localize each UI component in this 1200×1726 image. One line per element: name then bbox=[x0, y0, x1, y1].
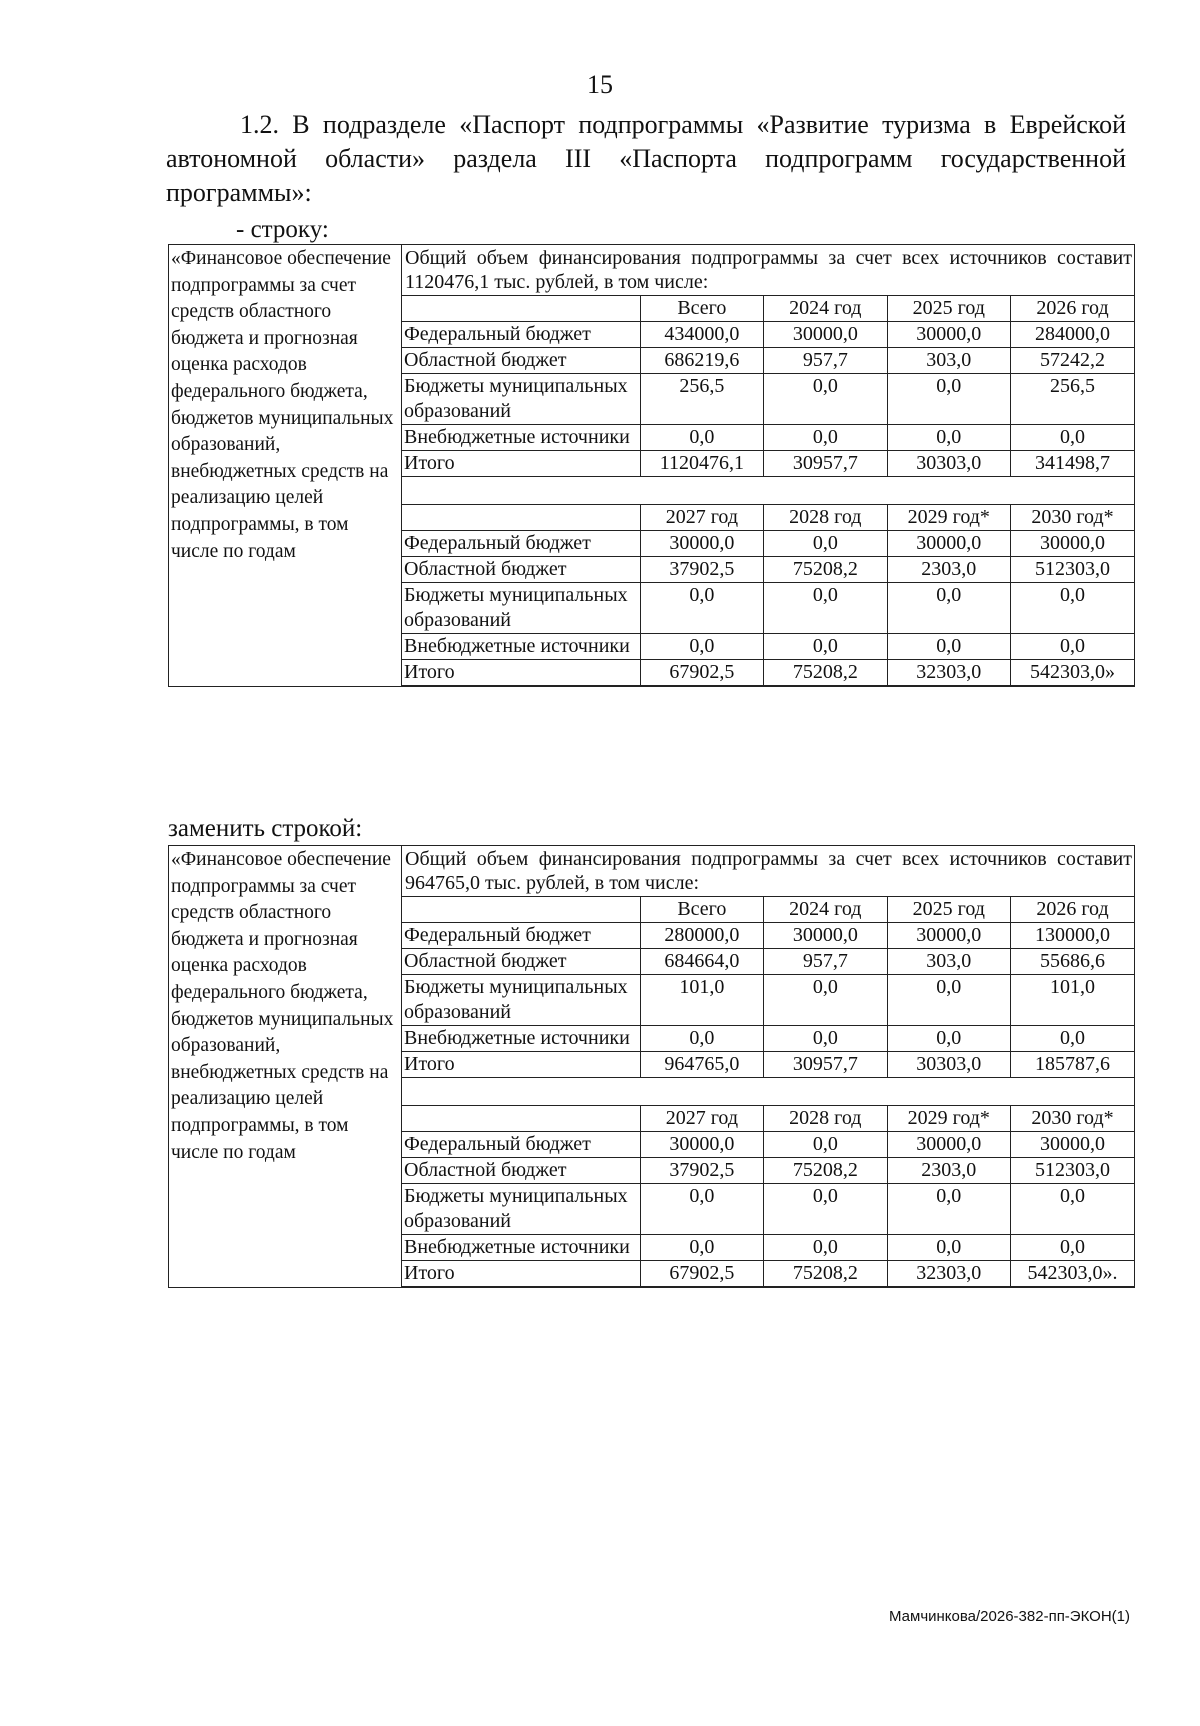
value-cell: 957,7 bbox=[764, 949, 887, 975]
row-label: Федеральный бюджет bbox=[402, 1132, 640, 1158]
value-cell: 256,5 bbox=[1011, 374, 1134, 425]
header-row bbox=[402, 897, 1134, 923]
table-row bbox=[402, 923, 1134, 949]
new-financing-table bbox=[402, 896, 1134, 1287]
value-cell: 0,0 bbox=[640, 1235, 763, 1261]
spacer-cell bbox=[402, 1078, 1134, 1106]
value-cell: 957,7 bbox=[764, 348, 887, 374]
value-cell: 0,0 bbox=[764, 1235, 887, 1261]
table-row bbox=[402, 322, 1134, 348]
table-row bbox=[402, 425, 1134, 451]
header-cell: 2029 год* bbox=[887, 505, 1010, 531]
value-cell: 32303,0 bbox=[887, 660, 1010, 686]
table-row bbox=[402, 660, 1134, 686]
row-label: Областной бюджет bbox=[402, 1158, 640, 1184]
value-cell: 30303,0 bbox=[887, 1052, 1010, 1078]
row-label: Федеральный бюджет bbox=[402, 923, 640, 949]
old-row-financing bbox=[402, 245, 1135, 687]
value-cell: 101,0 bbox=[1011, 975, 1134, 1026]
value-cell: 0,0 bbox=[1011, 1026, 1134, 1052]
row-label: Областной бюджет bbox=[402, 557, 640, 583]
table-row bbox=[402, 1052, 1134, 1078]
value-cell: 512303,0 bbox=[1011, 557, 1134, 583]
value-cell: 542303,0». bbox=[1011, 1261, 1134, 1287]
header-cell: 2027 год bbox=[640, 1106, 763, 1132]
intro-paragraph bbox=[166, 108, 1126, 210]
value-cell: 30000,0 bbox=[1011, 1132, 1134, 1158]
value-cell: 30000,0 bbox=[1011, 531, 1134, 557]
old-financing-summary: Общий объем финансирования подпрограммы за счет всех источников составит 1120476,1 тыс. рублей, в том числе: bbox=[405, 247, 1132, 293]
table-row bbox=[402, 1026, 1134, 1052]
new-financing-summary: Общий объем финансирования подпрограммы за счет всех источников составит 964765,0 тыс. рублей, в том числе: bbox=[405, 848, 1132, 894]
value-cell: 0,0 bbox=[640, 1026, 763, 1052]
value-cell: 75208,2 bbox=[764, 660, 887, 686]
old-row-description: «Финансовое обеспечение подпрограммы за счет средств областного бюджета и прогнозная оценка расходов федерального бюджета, бюджетов муниципальных образований, внебюджетных средств на реализацию целей подпрограммы, в том числе по годам bbox=[169, 245, 402, 687]
value-cell: 30000,0 bbox=[887, 923, 1010, 949]
table-row bbox=[402, 1158, 1134, 1184]
value-cell: 55686,6 bbox=[1011, 949, 1134, 975]
value-cell: 256,5 bbox=[640, 374, 763, 425]
header-cell: 2029 год* bbox=[887, 1106, 1010, 1132]
spacer-cell bbox=[402, 477, 1134, 505]
label-with-row: заменить строкой: bbox=[168, 815, 363, 842]
value-cell: 684664,0 bbox=[640, 949, 763, 975]
value-cell: 2303,0 bbox=[887, 557, 1010, 583]
new-row-financing bbox=[402, 846, 1135, 1288]
table-row bbox=[402, 949, 1134, 975]
row-label: Итого bbox=[402, 1261, 640, 1287]
page-number: 15 bbox=[587, 70, 613, 99]
value-cell: 37902,5 bbox=[640, 557, 763, 583]
value-cell: 284000,0 bbox=[1011, 322, 1134, 348]
header-blank-cell bbox=[402, 296, 640, 322]
value-cell: 0,0 bbox=[764, 531, 887, 557]
value-cell: 0,0 bbox=[640, 1184, 763, 1235]
value-cell: 67902,5 bbox=[640, 1261, 763, 1287]
header-cell: 2028 год bbox=[764, 1106, 887, 1132]
header-row bbox=[402, 296, 1134, 322]
old-financing-table bbox=[402, 295, 1134, 686]
value-cell: 0,0 bbox=[640, 634, 763, 660]
value-cell: 185787,6 bbox=[1011, 1052, 1134, 1078]
row-label: Итого bbox=[402, 660, 640, 686]
document-reference: Мамчинкова/2026-382-пп-ЭКОН(1) bbox=[889, 1608, 1130, 1625]
value-cell: 0,0 bbox=[887, 1235, 1010, 1261]
row-label: Областной бюджет bbox=[402, 949, 640, 975]
row-label: Внебюджетные источники bbox=[402, 634, 640, 660]
row-label: Итого bbox=[402, 451, 640, 477]
table-row bbox=[402, 451, 1134, 477]
value-cell: 0,0 bbox=[640, 583, 763, 634]
value-cell: 0,0 bbox=[764, 1026, 887, 1052]
value-cell: 30000,0 bbox=[887, 322, 1010, 348]
header-cell: 2026 год bbox=[1011, 296, 1134, 322]
value-cell: 57242,2 bbox=[1011, 348, 1134, 374]
spacer-row bbox=[402, 477, 1134, 505]
intro-text: 1.2. В подразделе «Паспорт подпрограммы «Развитие туризма в Еврейской автономной области» раздела III «Паспорта подпрограмм государственной программы»: bbox=[166, 110, 1126, 207]
row-label: Внебюджетные источники bbox=[402, 425, 640, 451]
header-cell: 2024 год bbox=[764, 296, 887, 322]
row-label: Бюджеты муниципальных образований bbox=[402, 583, 640, 634]
value-cell: 30000,0 bbox=[764, 923, 887, 949]
spacer-row bbox=[402, 1078, 1134, 1106]
header-cell: Всего bbox=[640, 897, 763, 923]
new-passport-row bbox=[168, 845, 1135, 1288]
value-cell: 67902,5 bbox=[640, 660, 763, 686]
value-cell: 30303,0 bbox=[887, 451, 1010, 477]
row-label: Итого bbox=[402, 1052, 640, 1078]
value-cell: 0,0 bbox=[1011, 1184, 1134, 1235]
header-cell: 2025 год bbox=[887, 296, 1010, 322]
table-row bbox=[402, 1132, 1134, 1158]
row-label: Областной бюджет bbox=[402, 348, 640, 374]
value-cell: 0,0 bbox=[887, 425, 1010, 451]
table-row bbox=[402, 1261, 1134, 1287]
value-cell: 0,0 bbox=[764, 634, 887, 660]
value-cell: 686219,6 bbox=[640, 348, 763, 374]
value-cell: 32303,0 bbox=[887, 1261, 1010, 1287]
value-cell: 130000,0 bbox=[1011, 923, 1134, 949]
header-row bbox=[402, 1106, 1134, 1132]
value-cell: 0,0 bbox=[764, 374, 887, 425]
header-cell: 2030 год* bbox=[1011, 1106, 1134, 1132]
value-cell: 75208,2 bbox=[764, 1158, 887, 1184]
value-cell: 303,0 bbox=[887, 949, 1010, 975]
new-row-description: «Финансовое обеспечение подпрограммы за счет средств областного бюджета и прогнозная оценка расходов федерального бюджета, бюджетов муниципальных образований, внебюджетных средств на реализацию целей подпрограммы, в том числе по годам bbox=[169, 846, 402, 1288]
value-cell: 0,0 bbox=[887, 583, 1010, 634]
table-row bbox=[402, 975, 1134, 1026]
value-cell: 30000,0 bbox=[887, 1132, 1010, 1158]
row-label: Бюджеты муниципальных образований bbox=[402, 1184, 640, 1235]
header-cell: Всего bbox=[640, 296, 763, 322]
value-cell: 0,0 bbox=[1011, 583, 1134, 634]
header-cell: 2028 год bbox=[764, 505, 887, 531]
row-label: Внебюджетные источники bbox=[402, 1026, 640, 1052]
value-cell: 0,0 bbox=[764, 1184, 887, 1235]
old-passport-row bbox=[168, 244, 1135, 687]
value-cell: 0,0 bbox=[887, 975, 1010, 1026]
value-cell: 75208,2 bbox=[764, 557, 887, 583]
value-cell: 0,0 bbox=[640, 425, 763, 451]
value-cell: 101,0 bbox=[640, 975, 763, 1026]
header-blank-cell bbox=[402, 1106, 640, 1132]
row-label: Федеральный бюджет bbox=[402, 531, 640, 557]
header-row bbox=[402, 505, 1134, 531]
value-cell: 37902,5 bbox=[640, 1158, 763, 1184]
header-cell: 2027 год bbox=[640, 505, 763, 531]
value-cell: 0,0 bbox=[1011, 634, 1134, 660]
header-cell: 2025 год bbox=[887, 897, 1010, 923]
value-cell: 30000,0 bbox=[764, 322, 887, 348]
table-row bbox=[402, 374, 1134, 425]
header-blank-cell bbox=[402, 505, 640, 531]
value-cell: 0,0 bbox=[887, 634, 1010, 660]
value-cell: 0,0 bbox=[887, 374, 1010, 425]
value-cell: 0,0 bbox=[887, 1026, 1010, 1052]
value-cell: 30957,7 bbox=[764, 1052, 887, 1078]
value-cell: 1120476,1 bbox=[640, 451, 763, 477]
value-cell: 0,0 bbox=[764, 583, 887, 634]
table-row bbox=[402, 348, 1134, 374]
value-cell: 30000,0 bbox=[640, 1132, 763, 1158]
value-cell: 30000,0 bbox=[640, 531, 763, 557]
value-cell: 0,0 bbox=[764, 1132, 887, 1158]
value-cell: 964765,0 bbox=[640, 1052, 763, 1078]
value-cell: 542303,0» bbox=[1011, 660, 1134, 686]
value-cell: 0,0 bbox=[764, 975, 887, 1026]
value-cell: 303,0 bbox=[887, 348, 1010, 374]
table-row bbox=[402, 1184, 1134, 1235]
value-cell: 280000,0 bbox=[640, 923, 763, 949]
value-cell: 341498,7 bbox=[1011, 451, 1134, 477]
row-label: Бюджеты муниципальных образований bbox=[402, 374, 640, 425]
table-row bbox=[402, 634, 1134, 660]
table-row bbox=[402, 583, 1134, 634]
value-cell: 75208,2 bbox=[764, 1261, 887, 1287]
value-cell: 30000,0 bbox=[887, 531, 1010, 557]
value-cell: 0,0 bbox=[887, 1184, 1010, 1235]
table-row bbox=[402, 531, 1134, 557]
value-cell: 30957,7 bbox=[764, 451, 887, 477]
value-cell: 0,0 bbox=[764, 425, 887, 451]
header-cell: 2026 год bbox=[1011, 897, 1134, 923]
header-blank-cell bbox=[402, 897, 640, 923]
row-label: Внебюджетные источники bbox=[402, 1235, 640, 1261]
row-label: Бюджеты муниципальных образований bbox=[402, 975, 640, 1026]
label-replace-row: - строку: bbox=[236, 216, 329, 243]
value-cell: 2303,0 bbox=[887, 1158, 1010, 1184]
header-cell: 2030 год* bbox=[1011, 505, 1134, 531]
value-cell: 512303,0 bbox=[1011, 1158, 1134, 1184]
table-row bbox=[402, 1235, 1134, 1261]
table-row bbox=[402, 557, 1134, 583]
value-cell: 0,0 bbox=[1011, 1235, 1134, 1261]
row-label: Федеральный бюджет bbox=[402, 322, 640, 348]
value-cell: 434000,0 bbox=[640, 322, 763, 348]
value-cell: 0,0 bbox=[1011, 425, 1134, 451]
header-cell: 2024 год bbox=[764, 897, 887, 923]
